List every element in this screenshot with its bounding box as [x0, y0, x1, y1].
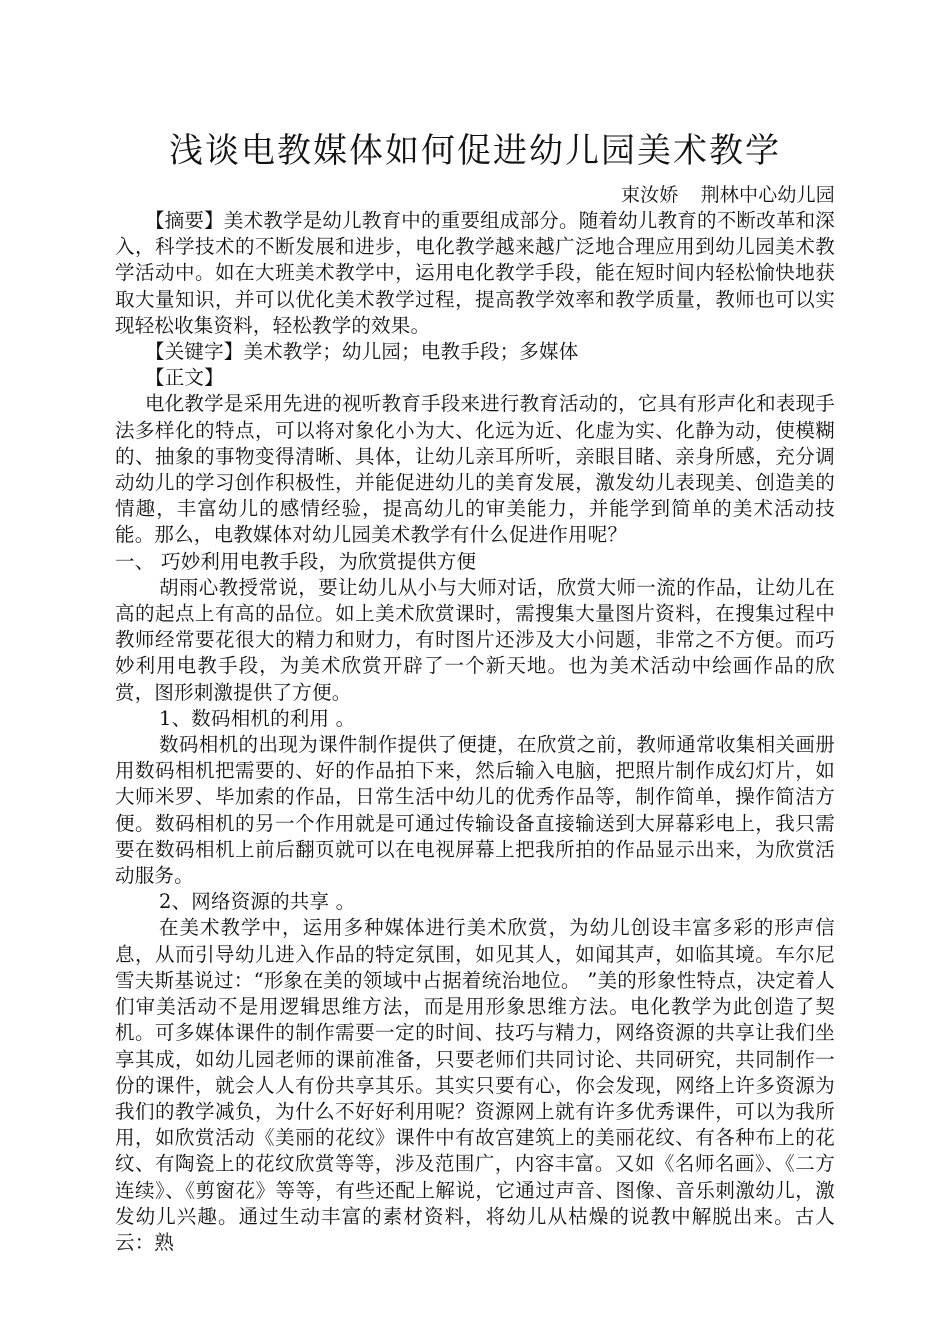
- abstract-paragraph: 【摘要】美术教学是幼儿教育中的重要组成部分。随着幼儿教育的不断改革和深入，科学技术的不断发展和进步，电化教学越来越广泛地合理应用到幼儿园美术教学活动中。如在大班美术教学中，运用电化教学手段，能在短时间内轻松愉快地获取大量知识，并可以优化美术教学过程，提高教学效率和教学质量，教师也可以实现轻松收集资料，轻松教学的效果。: [115, 209, 835, 337]
- section-1-title: 巧妙利用电教手段，为欣赏提供方便: [161, 549, 477, 573]
- body-label: 【正文】: [145, 366, 224, 390]
- keywords-line: 【关键字】美术教学；幼儿园；电教手段；多媒体: [145, 340, 579, 364]
- section-1-number: 一、: [115, 549, 155, 573]
- subsection-2-heading: 2、网络资源的共享 。: [159, 890, 356, 914]
- subsection-1-heading: 1、数码相机的利用 。: [159, 706, 356, 730]
- intro-paragraph: 电化教学是采用先进的视听教育手段来进行教育活动的，它具有形声化和表现手法多样化的特点，可以将对象化小为大、化远为近、化虚为实、化静为动，使模糊的、抽象的事物变得清晰、具体，让幼儿亲耳所听，亲眼目睹、亲身所感，充分调动幼儿的学习创作积极性，并能促进幼儿的美育发展，激发幼儿表现美、创造美的情趣，丰富幼儿的感情经验，提高幼儿的审美能力，并能学到简单的美术活动技能。那么，电教媒体对幼儿园美术教学有什么促进作用呢？: [115, 392, 835, 547]
- author-affiliation: 荆林中心幼儿园: [700, 184, 835, 206]
- section-1-heading: [115, 549, 835, 575]
- document-page: [115, 120, 835, 1256]
- section-1-paragraph: 胡雨心教授常说，要让幼儿从小与大师对话，欣赏大师一流的作品，让幼儿在高的起点上有高的品位。如上美术欣赏课时，需搜集大量图片资料，在搜集过程中教师经常要花很大的精力和财力，有时图片还涉及大小问题，非常之不方便。而巧妙利用电教手段，为美术欣赏开辟了一个新天地。也为美术活动中绘画作品的欣赏，图形刺激提供了方便。: [115, 575, 835, 704]
- subsection-2-paragraph: 在美术教学中，运用多种媒体进行美术欣赏，为幼儿创设丰富多彩的形声信息，从而引导幼儿进入作品的特定氛围，如见其人，如闻其声，如临其境。车尔尼雪夫斯基说过：“形象在美的领域中占据着统治地位。 ”美的形象性特点，决定着人们审美活动不是用逻辑思维方法，而是用形象思维方法。电化教学为此创造了契机。可多媒体课件的制作需要一定的时间、技巧与精力，网络资源的共享让我们坐享其成，如幼儿园老师的课前准备，只要老师们共同讨论、共同研究，共同制作一份的课件，就会人人有份共享其乐。其实只要有心，你会发现，网络上许多资源为我们的教学减负，为什么不好好利用呢？资源网上就有许多优秀课件，可以为我所用，如欣赏活动《美丽的花纹》课件中有故宫建筑上的美丽花纹、有各种布上的花纹、有陶瓷上的花纹欣赏等等，涉及范围广，内容丰富。又如《名师名画》、《二方连续》、《剪窗花》等等，有些还配上解说，它通过声音、图像、音乐刺激幼儿，激发幼儿兴趣。通过生动丰富的素材资料，将幼儿从枯燥的说教中解脱出来。古人云：熟: [115, 916, 835, 1254]
- author-name: 束汝娇: [620, 184, 679, 206]
- author-line: [115, 182, 835, 208]
- subsection-1-paragraph: 数码相机的出现为课件制作提供了便捷，在欣赏之前，教师通常收集相关画册用数码相机把需要的、好的作品拍下来，然后输入电脑，把照片制作成幻灯片，如大师米罗、毕加索的作品，日常生活中幼儿的优秀作品等，制作简单，操作简洁方便。数码相机的另一个作用就是可通过传输设备直接输送到大屏幕彩电上，我只需要在数码相机上前后翻页就可以在电视屏幕上把我所拍的作品显示出来，为欣赏活动服务。: [115, 733, 835, 888]
- document-title: 浅谈电教媒体如何促进幼儿园美术教学: [169, 131, 781, 171]
